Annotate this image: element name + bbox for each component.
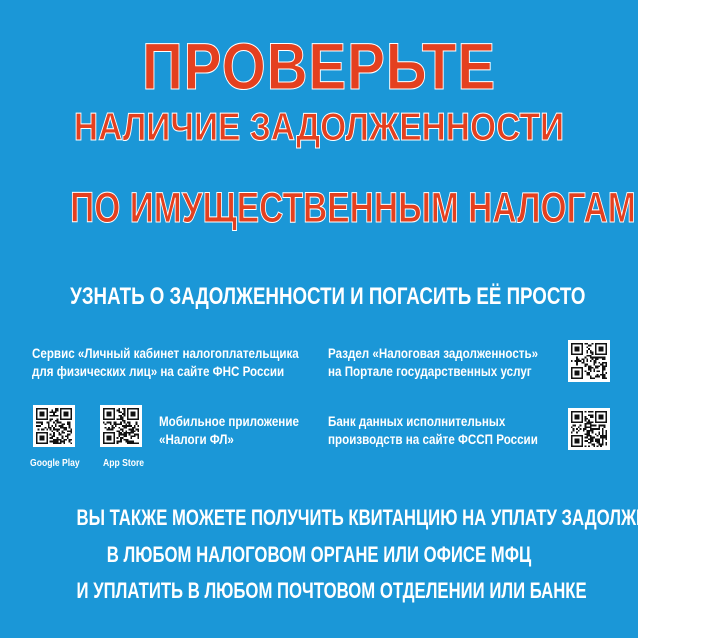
fssp-qr-code-icon[interactable] [568,408,610,450]
footer-post-bank: И УПЛАТИТЬ В ЛЮБОМ ПОЧТОВОМ ОТДЕЛЕНИИ ИЛИ БАНКЕ [76,578,587,603]
headline-property-taxes: ПО ИМУЩЕСТВЕННЫМ НАЛОГАМ [70,184,636,232]
headline-check: ПРОВЕРЬТЕ [141,29,497,103]
app-store-qr-code-icon[interactable] [100,405,142,447]
gosuslugi-qr-code-icon[interactable] [568,340,610,382]
footer-receipt: ВЫ ТАКЖЕ МОЖЕТЕ ПОЛУЧИТЬ КВИТАНЦИЮ НА УПЛАТУ ЗАДОЛЖЕННОСТИ [76,505,718,530]
service-mobile-app: Мобильное приложение «Налоги ФЛ» [159,414,299,447]
app-store-label: App Store [103,458,145,469]
service-fssp: Банк данных исполнительных производств на сайте ФССП России [328,414,538,447]
subheading: УЗНАТЬ О ЗАДОЛЖЕННОСТИ И ПОГАСИТЬ ЕЁ ПРОСТО [70,283,586,310]
service-personal-account: Сервис «Личный кабинет налогоплательщика для физических лиц» на сайте ФНС России [32,346,299,379]
footer-mfc: В ЛЮБОМ НАЛОГОВОМ ОРГАНЕ ИЛИ ОФИСЕ МФЦ [106,542,532,567]
google-play-qr-code-icon[interactable] [33,405,75,447]
headline-debt: НАЛИЧИЕ ЗАДОЛЖЕННОСТИ [73,106,565,149]
google-play-label: Google Play [30,458,80,469]
service-gosuslugi: Раздел «Налоговая задолженность» на Портале государственных услуг [328,346,539,379]
